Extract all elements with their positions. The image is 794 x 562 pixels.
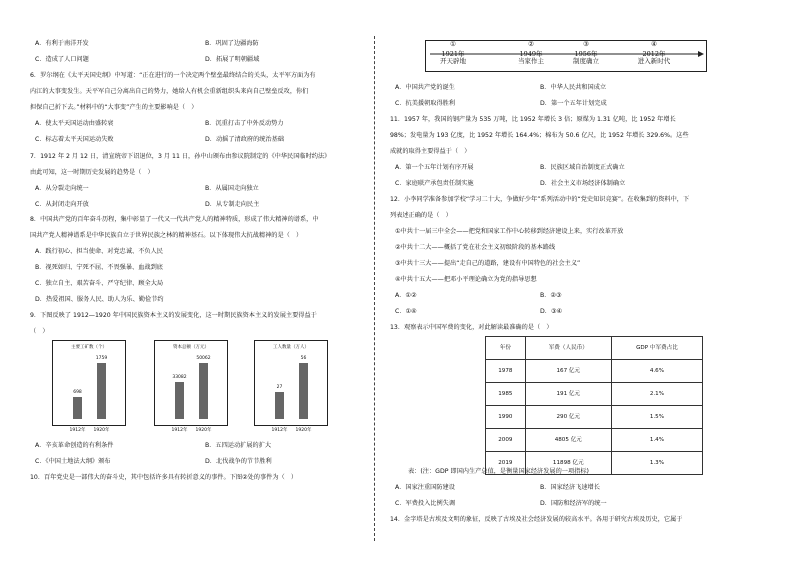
timeline-year: 1956年	[574, 49, 598, 58]
table-header-cell: 军费（人民币）	[525, 337, 611, 360]
table-row	[486, 383, 703, 406]
table-header-cell: GDP 中军费占比	[611, 337, 702, 360]
timeline-num: ②	[528, 40, 534, 48]
q6-option-b: B．沉重打击了中外反动势力	[205, 120, 284, 127]
q11-option-b: B．民族区域自治制度正式确立	[540, 164, 625, 171]
timeline-year: 2012年	[642, 49, 666, 58]
chart-bar	[199, 363, 208, 419]
timeline-event: 当家作主	[518, 56, 544, 65]
timeline-num: ③	[583, 40, 589, 48]
q6-option-d: D．动摇了清政府的统治基础	[205, 136, 285, 143]
q6-stem-2: 内江的大事变发生。天平军自己分离出自己的势力，她给人有机会重新组织头来向自己壁垒反攻，你们	[30, 88, 309, 95]
q7-stem-2: 由此可知，这一时期历史发展的趋势是（ ）	[30, 169, 154, 176]
q12-item-4: ④中共十五大——把邓小平理论确立为党的指导思想	[395, 276, 537, 283]
table-cell: 191 亿元	[525, 383, 611, 406]
q6-stem-3: 担保自己折下去。”材料中的“大事变”产生的主要影响是（ ）	[30, 104, 198, 111]
q14-stem: 14．金字塔是古埃及文明的象征，反映了古埃及社会经济发展的较高水平。各用于研究古埃及历史，它属于	[390, 516, 683, 523]
q7-option-b: B．从属国走向独立	[205, 185, 259, 192]
q8-option-b: B．视死如归、宁死不屈、不畏强暴、血战到底	[35, 264, 163, 271]
chart-title: 主要工矿数（个）	[71, 345, 107, 350]
table-cell: 1.5%	[611, 406, 702, 429]
q10-option-d: D．第一个五年计划完成	[540, 100, 607, 107]
table-cell: 167 亿元	[525, 360, 611, 383]
chart-tick-label: 1920年	[93, 428, 110, 434]
table-cell: 1985	[486, 383, 526, 406]
q5-option-d: D．拓展了明朝疆域	[205, 56, 260, 63]
q8-stem-1: 8．中国共产党的百年奋斗历程，集中彰显了一代又一代共产党人的精神特质，形成了伟大精神的谱系，中	[30, 216, 319, 223]
q5-option-a: A．有利于南洋开发	[35, 40, 89, 47]
q9-stem-2: （ ）	[30, 328, 49, 335]
q13-option-d: D．国防和经济军的统一	[540, 500, 607, 507]
chart-tick-label: 1920年	[295, 428, 312, 434]
table-cell: 2.1%	[611, 383, 702, 406]
q7-option-d: D．从专制走向民主	[205, 201, 260, 208]
q5-option-b: B．巩固了边疆海防	[205, 40, 259, 47]
chart-bar	[97, 363, 106, 419]
q11-stem-3: 成就的取得主要得益于（ ）	[390, 148, 471, 155]
q8-option-d: D．热爱祖国、服务人民、助人为乐、勤俭节约	[35, 296, 164, 303]
q12-stem-2: 列表述正确的是（ ）	[390, 212, 452, 219]
q12-item-1: ①中共十一届三中全会——把党和国家工作中心转移到经济建设上来，实行改革开放	[395, 228, 624, 235]
chart-title: 资本总额（万元）	[173, 345, 209, 350]
q9-option-d: D．北伐战争的节节胜利	[205, 458, 272, 465]
q10-option-a: A．中国共产党的诞生	[395, 84, 455, 91]
q13-stem: 13．观察表示中国军费的变化，对此解读最准确的是（ ）	[390, 324, 553, 331]
table-cell: 2019	[486, 452, 526, 475]
q11-option-a: A．第一个五年计划有序开展	[395, 164, 474, 171]
chart-data-label: 1759	[95, 356, 108, 361]
table-cell: 4.6%	[611, 360, 702, 383]
q11-option-d: D．社会主义市场经济体制确立	[540, 180, 626, 187]
q10-option-c: C．抗美援朝取得胜利	[395, 100, 456, 107]
timeline-num: ①	[450, 40, 456, 48]
table-row	[486, 429, 703, 452]
chart-data-label: 50062	[196, 356, 211, 361]
table-row	[486, 406, 703, 429]
q8-stem-2: 国共产党人精神谱系是中华民族自立于世界民族之林的精神基石。以下体现伟大抗战精神的是（ ）	[30, 232, 303, 239]
timeline-year: 1921年	[441, 49, 465, 58]
table-row	[486, 360, 703, 383]
timeline-figure	[425, 40, 707, 72]
chart-tick-label: 1912年	[69, 428, 86, 434]
chart-capital	[154, 340, 228, 434]
q12-item-3: ③中共十三大——提出“走自己的道路，建设有中国特色的社会主义”	[395, 260, 581, 267]
chart-data-label: 33082	[172, 375, 187, 380]
timeline-year: 1949年	[519, 49, 543, 58]
chart-mines	[52, 340, 126, 434]
q12-option-b: B．②③	[540, 292, 562, 299]
q7-stem-1: 7．1912 年 2 月 12 日，清宣统帝下诏退位，3 月 11 日，孙中山颁布由参议院制定的《中华民国临时约法》	[30, 153, 331, 160]
table-cell: 1990	[486, 406, 526, 429]
q6-stem-1: 6．罗尔纲在《太平天国史纲》中写道：“正在进行的一个决定两个壁垒最终结合的关头，太平军方面为有	[30, 72, 316, 79]
chart-tick-label: 1920年	[195, 428, 212, 434]
chart-data-label: 698	[73, 390, 82, 395]
table-cell: 1978	[486, 360, 526, 383]
timeline-node-4	[624, 41, 684, 64]
q13-option-a: A．国家注重国防建设	[395, 484, 455, 491]
q9-option-b: B．五四运动扩展的扩大	[205, 442, 272, 449]
q12-stem-1: 12．小李同学准备参加学校“学习二十大，争做好少年”系列活动中的“党史知识竞赛”。在收集到的资料中，下	[390, 196, 690, 203]
table-cell: 1.4%	[611, 429, 702, 452]
q12-option-c: C．①④	[395, 308, 417, 315]
table-cell: 4805 亿元	[525, 429, 611, 452]
q8-option-c: C．独立自主、艰苦奋斗、严守纪律、顾全大局	[35, 280, 164, 287]
q7-option-a: A．从分裂走向统一	[35, 185, 89, 192]
chart-title: 工人数量（万人）	[273, 345, 309, 350]
q9-stem-1: 9．下图反映了 1912—1920 年中国民族资本主义的发展变化，这一时期民族资本主义的发展主要得益于	[30, 312, 317, 319]
q9-option-c: C．《中国土地法大纲》颁布	[35, 458, 111, 465]
q11-option-c: C．家庭联产承包责任制实施	[395, 180, 474, 187]
timeline-num: ④	[651, 40, 657, 48]
timeline-node-3	[556, 41, 616, 64]
q12-option-d: D．③④	[540, 308, 563, 315]
table-note: 表：(注：GDP 即国内生产总值，是衡量国家经济发展的一项指标)	[408, 468, 589, 475]
table-header-cell: 年份	[486, 337, 526, 360]
timeline-event: 开天辟地	[440, 56, 466, 65]
table-cell: 2009	[486, 429, 526, 452]
chart-bar	[299, 363, 308, 419]
q13-option-c: C．军费投入比例失调	[395, 500, 456, 507]
timeline-event: 进入新时代	[637, 56, 671, 65]
table-cell: 11898 亿元	[525, 452, 611, 475]
chart-bar	[275, 392, 284, 419]
military-spending-table	[485, 336, 703, 475]
chart-bar	[175, 382, 184, 419]
q6-option-c: C．标志着太平天国运动失败	[35, 136, 114, 143]
q11-stem-1: 11．1957 年，我国的钢产量为 535 万吨，比 1952 年增长 3 倍；原煤为 1.31 亿吨，比 1952 年增长	[390, 116, 676, 123]
chart-data-label: 27	[276, 385, 283, 390]
timeline-event: 制度确立	[573, 56, 599, 65]
q10-option-b: B．中华人民共和国成立	[540, 84, 607, 91]
q8-option-a: A．践行初心、担当使命、对党忠诚、不负人民	[35, 248, 163, 255]
q12-option-a: A．①②	[395, 292, 417, 299]
chart-data-label: 56	[300, 356, 307, 361]
chart-tick-label: 1912年	[171, 428, 188, 434]
table-cell: 1.3%	[611, 452, 702, 475]
q11-stem-2: 98%；发电量为 193 亿度，比 1952 年增长 164.4%；棉布为 50.6 亿尺，比 1952 年增长 329.6%。这些	[390, 132, 689, 139]
q9-option-a: A．辛亥革命创造的有利条件	[35, 442, 114, 449]
table-cell: 290 亿元	[525, 406, 611, 429]
q6-option-a: A．使太平天国运动由盛转衰	[35, 120, 114, 127]
q7-option-c: C．从封闭走向开放	[35, 201, 89, 208]
chart-workers	[254, 340, 328, 434]
table-header-row	[486, 337, 703, 360]
chart-bar	[73, 397, 82, 419]
q10-stem: 10．百年党史是一部伟大的奋斗史，其中包括许多具有转折意义的事件。下图②处的事件为（ ）	[30, 474, 298, 481]
q5-option-c: C．造成了人口问题	[35, 56, 89, 63]
column-divider	[374, 36, 375, 541]
timeline-node-2	[501, 41, 561, 64]
timeline-node-1	[423, 41, 483, 64]
q12-item-2: ②中共十二大——概括了党在社会主义初级阶段的基本路线	[395, 244, 556, 251]
q13-option-b: B．国家经济飞速增长	[540, 484, 600, 491]
chart-tick-label: 1912年	[271, 428, 288, 434]
